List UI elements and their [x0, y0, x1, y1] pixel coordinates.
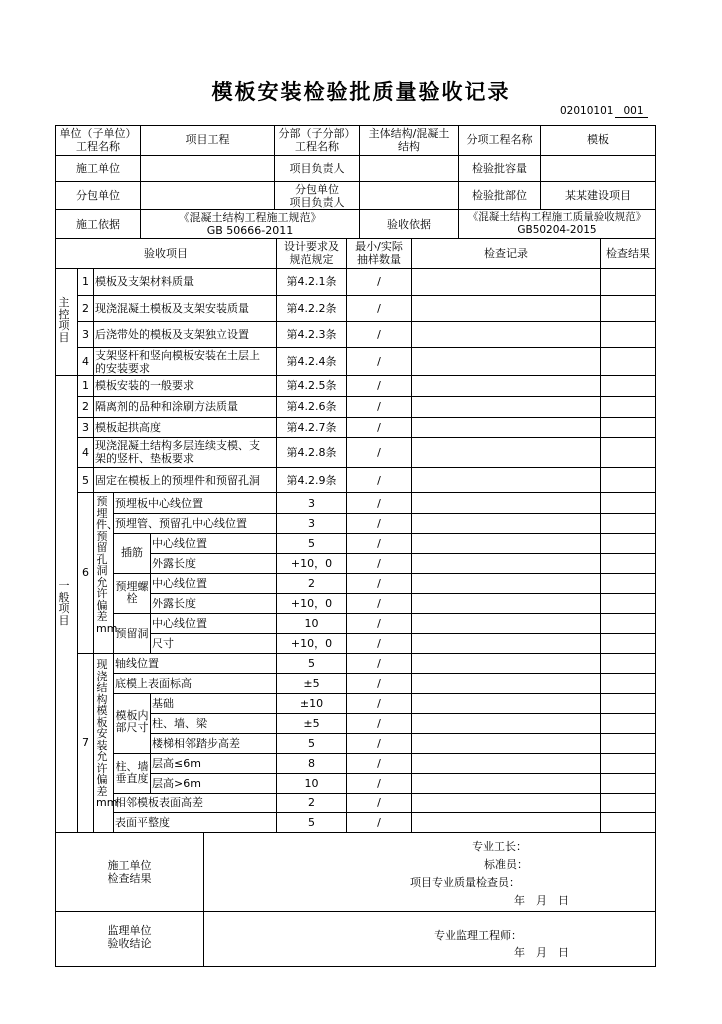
main-item-clause: 第4.2.1条	[286, 275, 337, 288]
g6-row-name: 外露长度	[152, 557, 196, 570]
division-label	[275, 127, 359, 153]
code-prefix: 02010101	[560, 105, 614, 117]
g7-row-name: 层高≤6m	[152, 757, 201, 770]
construction-basis-line1: 《混凝土结构工程施工规范》	[178, 211, 322, 224]
g6-row-value: 3	[308, 497, 315, 510]
general-item-clause: 第4.2.6条	[286, 400, 337, 413]
main-item-no: 2	[82, 302, 89, 315]
col-sample-line2: 抽样数量	[357, 253, 401, 266]
g6-row-value: +10，0	[290, 637, 333, 650]
col-inspection-item: 验收项目	[144, 247, 188, 260]
main-item-name	[95, 349, 260, 375]
unit-label-line1: 单位（子单位）	[59, 127, 137, 140]
g7-row-sample: /	[377, 697, 381, 710]
g7-row-name: 表面平整度	[115, 816, 170, 829]
g7-row-value: 5	[308, 737, 315, 750]
g6-row-name: 预埋板中心线位置	[115, 497, 203, 510]
general-item-clause: 第4.2.7条	[286, 421, 337, 434]
g7-row-sample: /	[377, 737, 381, 750]
foreman-label: 专业工长：	[472, 840, 527, 853]
col-result: 检查结果	[606, 247, 650, 260]
g6-row-sample: /	[377, 617, 381, 630]
recorder-label: 标准员：	[484, 858, 528, 871]
construction-basis-line2: GB 50666-2011	[206, 224, 294, 237]
g7-row-value: 10	[304, 777, 319, 790]
main-item-clause: 第4.2.4条	[286, 355, 337, 368]
general-item-name: 模板起拱高度	[95, 421, 161, 434]
division-value	[360, 127, 458, 153]
g7-row-name: 楼梯相邻踏步高差	[152, 737, 240, 750]
main-item-no: 4	[82, 355, 89, 368]
subcontract-manager-label	[275, 183, 359, 209]
g6-row-value: 10	[304, 617, 319, 630]
unit-label-line2: 工程名称	[76, 140, 120, 153]
g7-row-name: 柱、墙、梁	[152, 717, 207, 730]
main-item-sample: /	[377, 355, 381, 368]
subcontract-manager-line1: 分包单位	[295, 183, 339, 196]
col-record: 检查记录	[484, 247, 528, 260]
general-item-name-line1: 现浇混凝土结构多层连续支模、支	[95, 439, 260, 452]
division-label-line1: 分部（子分部）	[278, 127, 356, 140]
g6-row-name: 预埋管、预留孔中心线位置	[115, 517, 247, 530]
g7-row-name: 底模上表面标高	[115, 677, 192, 690]
col-design-req-line1: 设计要求及	[284, 240, 339, 253]
main-item-name-line2: 的安装要求	[95, 362, 150, 375]
unit-value: 项目工程	[185, 133, 230, 146]
g7-row-sample: /	[377, 657, 381, 670]
g6-row-value: +10，0	[290, 557, 333, 570]
general-item-sample: /	[377, 421, 381, 434]
division-value-line1: 主体结构/混凝土	[368, 127, 450, 140]
main-item-name: 后浇带处的模板及支架独立设置	[95, 328, 249, 341]
g7-row-value: ±5	[303, 677, 320, 690]
g6-row-name: 外露长度	[152, 597, 196, 610]
group6-no: 6	[82, 566, 89, 579]
construction-check-line1: 施工单位	[107, 859, 152, 872]
g6-row-sample: /	[377, 577, 381, 590]
general-item-sample: /	[377, 474, 381, 487]
g7-row-value: 5	[308, 816, 315, 829]
g7-row-sample: /	[377, 757, 381, 770]
g6-row-value: 5	[308, 537, 315, 550]
rebar-label: 插筋	[121, 546, 143, 559]
date-label: 年 月 日	[514, 894, 569, 907]
construction-basis-value	[141, 211, 359, 237]
main-item-sample: /	[377, 302, 381, 315]
main-item-no: 3	[82, 328, 89, 341]
supervision-line2: 验收结论	[107, 937, 152, 950]
acceptance-basis-line2: GB50204-2015	[517, 224, 597, 236]
g7-row-name: 相邻模板表面高差	[115, 796, 203, 809]
general-item-name	[95, 439, 260, 465]
g7-row-sample: /	[377, 777, 381, 790]
general-item-no: 2	[82, 400, 89, 413]
g7-row-name: 基础	[152, 697, 174, 710]
engineer-label: 专业监理工程师：	[434, 929, 522, 942]
g7-row-value: 8	[308, 757, 315, 770]
general-item-clause: 第4.2.5条	[286, 379, 337, 392]
batch-location-value: 某某建设项目	[565, 189, 631, 202]
g7-row-name: 轴线位置	[115, 657, 159, 670]
general-item-no: 4	[82, 446, 89, 459]
division-label-line2: 工程名称	[295, 140, 339, 153]
main-item-sample: /	[377, 328, 381, 341]
g6-row-sample: /	[377, 517, 381, 530]
main-item-clause: 第4.2.3条	[286, 328, 337, 341]
g7-row-sample: /	[377, 717, 381, 730]
col-design-req-line2: 规范规定	[289, 253, 334, 266]
general-item-name: 模板安装的一般要求	[95, 379, 194, 392]
unit-label	[56, 127, 140, 153]
g6-row-sample: /	[377, 497, 381, 510]
division-value-line2: 结构	[398, 140, 420, 153]
supervision-line1: 监理单位	[107, 924, 152, 937]
construction-check-label	[56, 859, 203, 885]
acceptance-basis-line1: 《混凝土结构工程施工质量验收规范》	[467, 211, 647, 223]
g7-row-sample: /	[377, 677, 381, 690]
g7-row-value: 5	[308, 657, 315, 670]
main-item-name: 现浇混凝土模板及支架安装质量	[95, 302, 249, 315]
page-title: 模板安装检验批质量验收记录	[211, 80, 511, 104]
general-item-no: 3	[82, 421, 89, 434]
g7-row-sample: /	[377, 816, 381, 829]
g6-row-sample: /	[377, 637, 381, 650]
g6-row-sample: /	[377, 597, 381, 610]
batch-location-label: 检验批部位	[472, 189, 527, 202]
main-item-sample: /	[377, 275, 381, 288]
acceptance-basis-value	[459, 211, 655, 237]
g6-row-sample: /	[377, 557, 381, 570]
code-number: 001	[615, 105, 647, 118]
g6-row-value: 2	[308, 577, 315, 590]
inner-size-label: 模板内部尺寸	[115, 709, 149, 734]
construction-check-line2: 检查结果	[107, 872, 152, 885]
group7-no: 7	[82, 736, 89, 749]
subcontract-unit-label: 分包单位	[76, 189, 120, 202]
construction-basis-label: 施工依据	[76, 218, 120, 231]
g7-row-value: ±10	[299, 697, 324, 710]
general-item-name-line2: 架的竖杆、垫板要求	[95, 452, 194, 465]
general-item-no: 5	[82, 474, 89, 487]
g6-row-value: +10，0	[290, 597, 333, 610]
general-item-no: 1	[82, 379, 89, 392]
general-item-clause: 第4.2.9条	[286, 474, 337, 487]
main-control-label: 主控项目	[58, 296, 70, 344]
col-design-req	[277, 240, 346, 266]
date2-label: 年 月 日	[514, 946, 569, 959]
vertical-label: 柱、墙垂直度	[115, 760, 149, 785]
general-item-sample: /	[377, 446, 381, 459]
g6-row-value: 3	[308, 517, 315, 530]
acceptance-basis-label: 验收依据	[387, 218, 431, 231]
g6-row-name: 尺寸	[152, 637, 174, 650]
general-item-name: 隔离剂的品种和涂刷方法质量	[95, 400, 238, 413]
general-label: 一般项目	[58, 579, 70, 627]
group7-label: 现浇结构模板安装允许偏差mm	[96, 658, 118, 809]
main-item-name-line1: 支架竖杆和竖向模板安装在土层上	[95, 349, 260, 362]
project-manager-label: 项目负责人	[289, 162, 345, 175]
g7-row-name: 层高>6m	[152, 777, 201, 790]
item-label: 分项工程名称	[466, 133, 533, 146]
main-item-clause: 第4.2.2条	[286, 302, 337, 315]
g7-row-value: 2	[308, 796, 315, 809]
col-sample-line1: 最小/实际	[355, 240, 403, 253]
g6-row-name: 中心线位置	[152, 537, 207, 550]
general-item-sample: /	[377, 400, 381, 413]
general-item-sample: /	[377, 379, 381, 392]
batch-capacity-label: 检验批容量	[472, 162, 527, 175]
construction-unit-label: 施工单位	[76, 162, 120, 175]
g7-row-sample: /	[377, 796, 381, 809]
supervision-label	[56, 924, 203, 950]
general-item-clause: 第4.2.8条	[286, 446, 337, 459]
main-item-name: 模板及支架材料质量	[95, 275, 194, 288]
bolt-label: 预埋螺栓	[115, 580, 149, 605]
group6-label: 预埋件、预留孔洞允许偏差mm	[96, 495, 118, 635]
g6-row-name: 中心线位置	[152, 577, 207, 590]
g6-row-sample: /	[377, 537, 381, 550]
main-item-no: 1	[82, 275, 89, 288]
general-item-name: 固定在模板上的预埋件和预留孔洞	[95, 474, 260, 487]
g6-row-name: 中心线位置	[152, 617, 207, 630]
inspector-label: 项目专业质量检查员：	[410, 876, 520, 889]
item-value: 模板	[587, 133, 609, 146]
col-sample	[347, 240, 411, 266]
hole-label: 预留洞	[115, 627, 149, 640]
subcontract-manager-line2: 项目负责人	[289, 196, 345, 209]
g7-row-value: ±5	[303, 717, 320, 730]
